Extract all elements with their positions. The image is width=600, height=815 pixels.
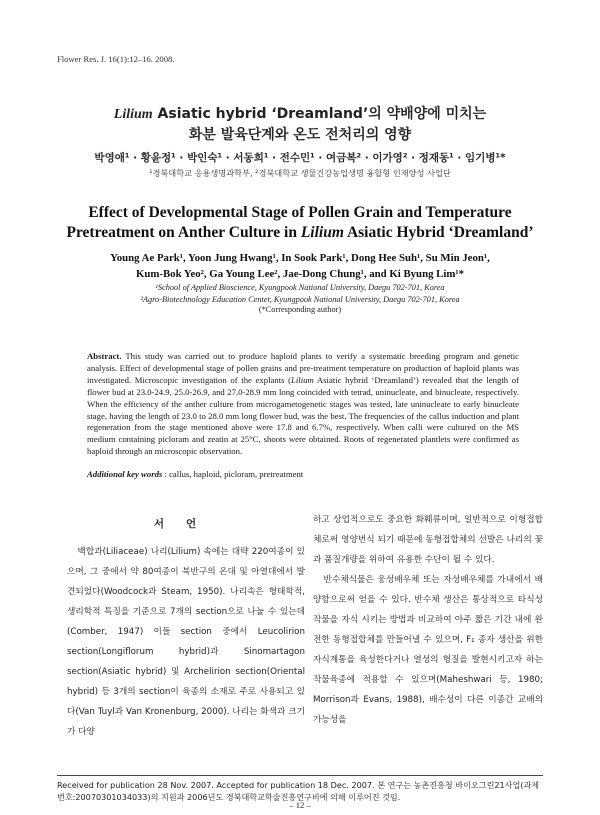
english-title-species: Lilium bbox=[300, 224, 344, 241]
footnote: Received for publication 28 Nov. 2007. Accepted for publication 18 Dec. 2007. 본 연구는 농촌진흥청 바이오그린21사업(과제번호:20070301034033)의 지원과 2006년도 경북대학교학술진흥연구비에 의해 이루어진 것임. bbox=[57, 780, 540, 802]
key-words bbox=[87, 469, 519, 479]
korean-title-species: Lilium bbox=[113, 107, 153, 122]
section-heading: 서언 bbox=[153, 518, 219, 530]
key-words-label: Additional key words bbox=[87, 469, 163, 479]
korean-title-line1-text: Asiatic hybrid ‘Dreamland’의 약배양에 미치는 bbox=[152, 106, 487, 122]
english-authors bbox=[0, 251, 600, 282]
abstract-text-1: This study was carried out to produce haploid plants to verify a systematic breeding program and genetic analysis. Effect of developmental stage of pollen grains and pre-treatment temperature on production of haploid plants was investigated. Microscopic investigation of the explants ( bbox=[87, 351, 519, 385]
english-title-line1: Effect of Developmental Stage of Pollen Grain and Temperature bbox=[88, 204, 512, 221]
abstract-species: Lilium bbox=[291, 374, 314, 385]
page-number: – 12 – bbox=[289, 800, 311, 810]
english-title-line2 bbox=[0, 223, 600, 243]
english-affiliation-2: ²Agro-Biotechnology Education Center, Kyungpook National University, Daegu 702-701, Korea bbox=[140, 294, 460, 304]
footnote-rule bbox=[57, 775, 543, 776]
left-paragraph-1: 백합과(Liliaceae) 나리(Lilium) 속에는 대략 220여종이 있으며, 그 중에서 약 80여종이 북반구의 온대 및 아열대에서 발견되었다(Woodcock과 Steam, 1950). 나리속은 형태학적, 생리학적 특징을 기준으로 7개의 section으로 나눌 수 있는데(Comber, 1947) 이들 section 중에서 Leucolirion section(Longiflorum hybrid)과 Sinomartagon section(Asiatic hybrid) 및 Archelirion section(Oriental hybrid) 등 3개의 section이 육종의 소재로 주로 사용되고 있다(Van Tuyl과 Van Kronenburg, 2000). 나리는 화색과 크기가 다양 bbox=[67, 547, 305, 737]
key-words-text: : callus, haploid, picloram, pretreatment bbox=[162, 469, 304, 479]
corresponding-author-note: (*Corresponding author) bbox=[258, 305, 342, 314]
korean-affiliation: ¹경북대학교 응용생명과학부, ²경북대학교 생물건강농업생명 융합형 인재양성 사업단 bbox=[149, 168, 451, 178]
english-affiliations bbox=[0, 282, 600, 305]
abstract bbox=[87, 351, 519, 458]
right-paragraph-2: 반수체식물은 웅성배우체 또는 자성배우체를 가내에서 배양함으로써 얻을 수 있다. 반수체 생산은 통상적으로 타식성 작물을 자식 시키는 방법과 비교하여 아주 짧은 기간 내에 완전한 동형접합체를 만들어낼 수 있으며, F₁ 종자 생산을 위한 자식계통을 육성한다거나 열성의 형질을 발현시키고자 하는 작물육종에 적용할 수 있으며(Maheshwari 등, 1980; Morrison과 Evans, 1988), 배수성이 다른 이종간 교배의 가능성을 bbox=[313, 575, 543, 725]
right-column bbox=[313, 510, 543, 730]
abstract-label: Abstract. bbox=[87, 351, 122, 361]
abstract-text-2: Asiatic hybrid ‘Dreamland’) revealed that the length of flower bud at 23.0-24.9, 25.0-26.9, and 27.0-28.9 mm long coincided with tetrad, uninucleate, and binucleate, respectively. When the efficiency of the anther culture from microgametogenetic stages was tested, late uninucleate to early binucleate stage, having the length of 23.0 to 28.0 mm long flower bud, was the best. The frequencies of the callus induction and plant regeneration from the stage mentioned above were 17.8 and 6.7%, respectively. When calli were cultured on the MS medium containing picloram and zeatin at 25°C, shoots were obtained. Roots of regenerated plantlets were confirmed as haploid through an microscopic observation. bbox=[87, 374, 519, 457]
english-authors-line1: Young Ae Park¹, Yoon Jung Hwang¹, In Sook Park¹, Dong Hee Suh¹, Su Min Jeon¹, bbox=[110, 252, 490, 264]
korean-title-line1 bbox=[0, 104, 600, 125]
english-title-line2-pre: Pretreatment on Anther Culture in bbox=[66, 224, 301, 241]
english-affiliation-1: ¹School of Applied Bioscience, Kyungpook National University, Daegu 702-701, Korea bbox=[155, 283, 445, 292]
korean-authors: 박영애¹ · 황윤정¹ · 박인숙¹ · 서동희¹ · 전수민¹ · 여금복² · 이가영² · 정재동¹ · 임기병¹* bbox=[94, 152, 506, 164]
right-paragraph-1: 하고 상업적으로도 중요한 화훼류이며, 일반적으로 이형접합체로써 영양번식 되기 때문에 동형접합체의 선발은 나리의 꽃과 품질개량을 위하여 유용한 수단이 될 수 있다. bbox=[313, 515, 543, 565]
english-title-line2-post: Asiatic Hybrid ‘Dreamland’ bbox=[343, 224, 534, 241]
left-column bbox=[67, 542, 305, 742]
english-authors-line2: Kum-Bok Yeo², Ga Young Lee², Jae-Dong Chung¹, and Ki Byung Lim¹* bbox=[135, 267, 464, 280]
english-title bbox=[0, 203, 600, 243]
korean-title bbox=[0, 104, 600, 146]
journal-citation: Flower Res. J. 16(1):12–16. 2008. bbox=[57, 54, 175, 64]
korean-title-line2: 화분 발육단계와 온도 전처리의 영향 bbox=[188, 127, 412, 143]
